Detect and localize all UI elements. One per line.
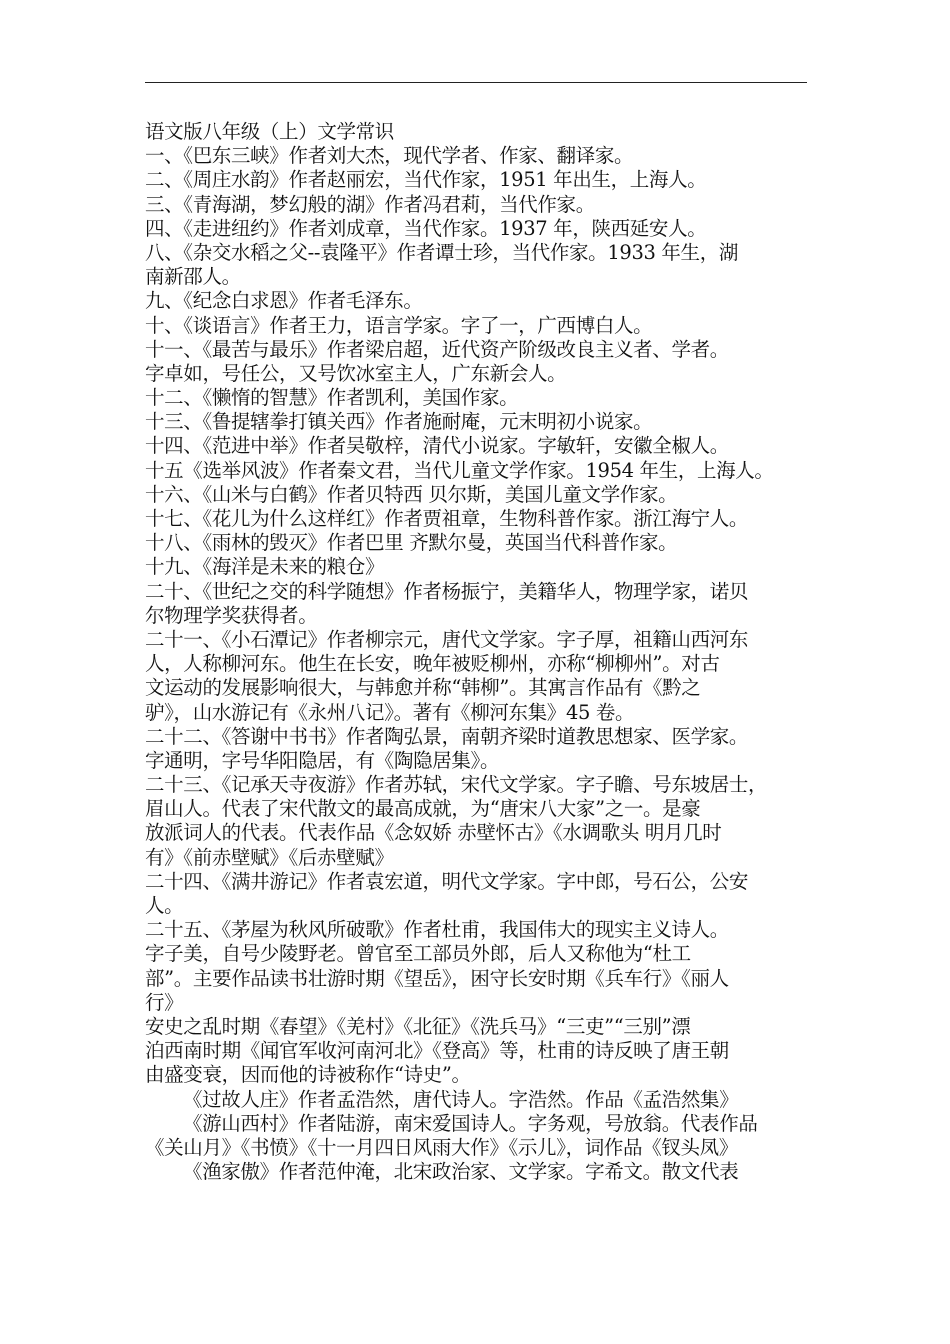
text-line: 眉山人。代表了宋代散文的最高成就，为“唐宋八大家”之一。是豪 [145,797,701,821]
text-line: 驴》，山水游记有《永州八记》。著有《柳河东集》45 卷。 [145,700,635,724]
text-line: 二十二、《答谢中书书》作者陶弘景，南朝齐梁时道教思想家、医学家。 [145,724,749,748]
text-line: 字通明，字号华阳隐居，有《陶隐居集》。 [145,748,500,772]
text-line: 十九、《海洋是未来的粮仓》 [145,555,385,579]
text-line: 四、《走进纽约》作者刘成章，当代作家。1937 年，陕西延安人。 [145,216,707,240]
text-line: 二十五、《茅屋为秋风所破歌》作者杜甫，我国伟大的现实主义诗人。 [145,918,729,942]
text-line: 十四、《范进中举》作者吴敬梓，清代小说家。字敏轩，安徽全椒人。 [145,434,729,458]
text-line: 放派词人的代表。代表作品《念奴娇 赤壁怀古》《水调歌头 明月几时 [145,821,722,845]
text-line: 由盛变衰，因而他的诗被称作“诗史”。 [145,1063,471,1087]
text-line: 二十三、《记承天寺夜游》作者苏轼，宋代文学家。字子瞻、号东坡居士， [145,773,768,797]
text-line: 二十一、《小石潭记》作者柳宗元，唐代文学家。字子厚，祖籍山西河东 [145,627,749,651]
header-rule [145,82,807,83]
text-line: 十一、《最苦与最乐》作者梁启超，近代资产阶级改良主义者、学者。 [145,337,729,361]
text-line: 一、《巴东三峡》作者刘大杰，现代学者、作家、翻译家。 [145,144,634,168]
text-line: 字卓如，号任公，又号饮冰室主人，广东新会人。 [145,361,567,385]
text-line: 字子美，自号少陵野老。曾官至工部员外郎，后人又称他为“杜工 [145,942,691,966]
text-line: 《渔家傲》作者范仲淹，北宋政治家、文学家。字希文。散文代表 [183,1160,739,1184]
text-line: 尔物理学奖获得者。 [145,603,318,627]
text-line: 八、《杂交水稻之父--袁隆平》作者谭士珍，当代作家。1933 年生，湖 [145,240,739,264]
text-line: 行》 [145,990,184,1014]
text-line: 《过故人庄》作者孟浩然，唐代诗人。字浩然。作品《孟浩然集》 [183,1087,739,1111]
text-line: 十八、《雨林的毁灭》作者巴里 齐默尔曼，英国当代科普作家。 [145,531,678,555]
text-line: 三、《青海湖，梦幻般的湖》作者冯君莉，当代作家。 [145,192,595,216]
text-line: 安史之乱时期《春望》《羌村》《北征》《洗兵马》“三吏”“三别”漂 [145,1014,691,1038]
text-line: 《关山月》《书愤》《十一月四日风雨大作》《示儿》，词作品《钗头凤》 [145,1135,738,1159]
doc-title: 语文版八年级（上）文学常识 [145,120,394,143]
text-line: 二十四、《满井游记》作者袁宏道，明代文学家。字中郎，号石公，公安 [145,869,749,893]
text-line: 部”。主要作品读书壮游时期《望岳》，困守长安时期《兵车行》《丽人 [145,966,729,990]
text-line: 十七、《花儿为什么这样红》作者贾祖章，生物科普作家。浙江海宁人。 [145,507,749,530]
text-line: 《游山西村》作者陆游，南宋爱国诗人。字务观，号放翁。代表作品 [183,1111,758,1135]
text-line: 南新邵人。 [145,265,241,289]
text-line: 有》《前赤壁赋》《后赤壁赋》 [145,845,394,869]
text-line: 人。 [145,894,184,917]
text-line: 二、《周庄水韵》作者赵丽宏，当代作家，1951 年出生，上海人。 [145,168,707,192]
text-line: 二十、《世纪之交的科学随想》作者杨振宁，美籍华人，物理学家，诺贝 [145,579,749,603]
text-line: 十六、《山米与白鹤》作者贝特西 贝尔斯，美国儿童文学作家。 [145,482,678,506]
text-line: 人，人称柳河东。他生在长安，晚年被贬柳州，亦称“柳柳州”。对古 [145,652,720,676]
text-line: 十二、《懒惰的智慧》作者凯利，美国作家。 [145,386,519,410]
text-line: 文运动的发展影响很大，与韩愈并称“韩柳”。其寓言作品有《黔之 [145,676,701,700]
text-line: 九、《纪念白求恩》作者毛泽东。 [145,289,423,313]
text-line: 十五《选举风波》作者秦文君，当代儿童文学作家。1954 年生，上海人。 [145,458,774,482]
text-line: 十三、《鲁提辖拳打镇关西》作者施耐庵，元末明初小说家。 [145,410,653,434]
text-line: 十、《谈语言》作者王力，语言学家。字了一，广西博白人。 [145,313,653,337]
document-body [145,120,810,1184]
text-line: 泊西南时期《闻官军收河南河北》《登高》等，杜甫的诗反映了唐王朝 [145,1039,729,1063]
